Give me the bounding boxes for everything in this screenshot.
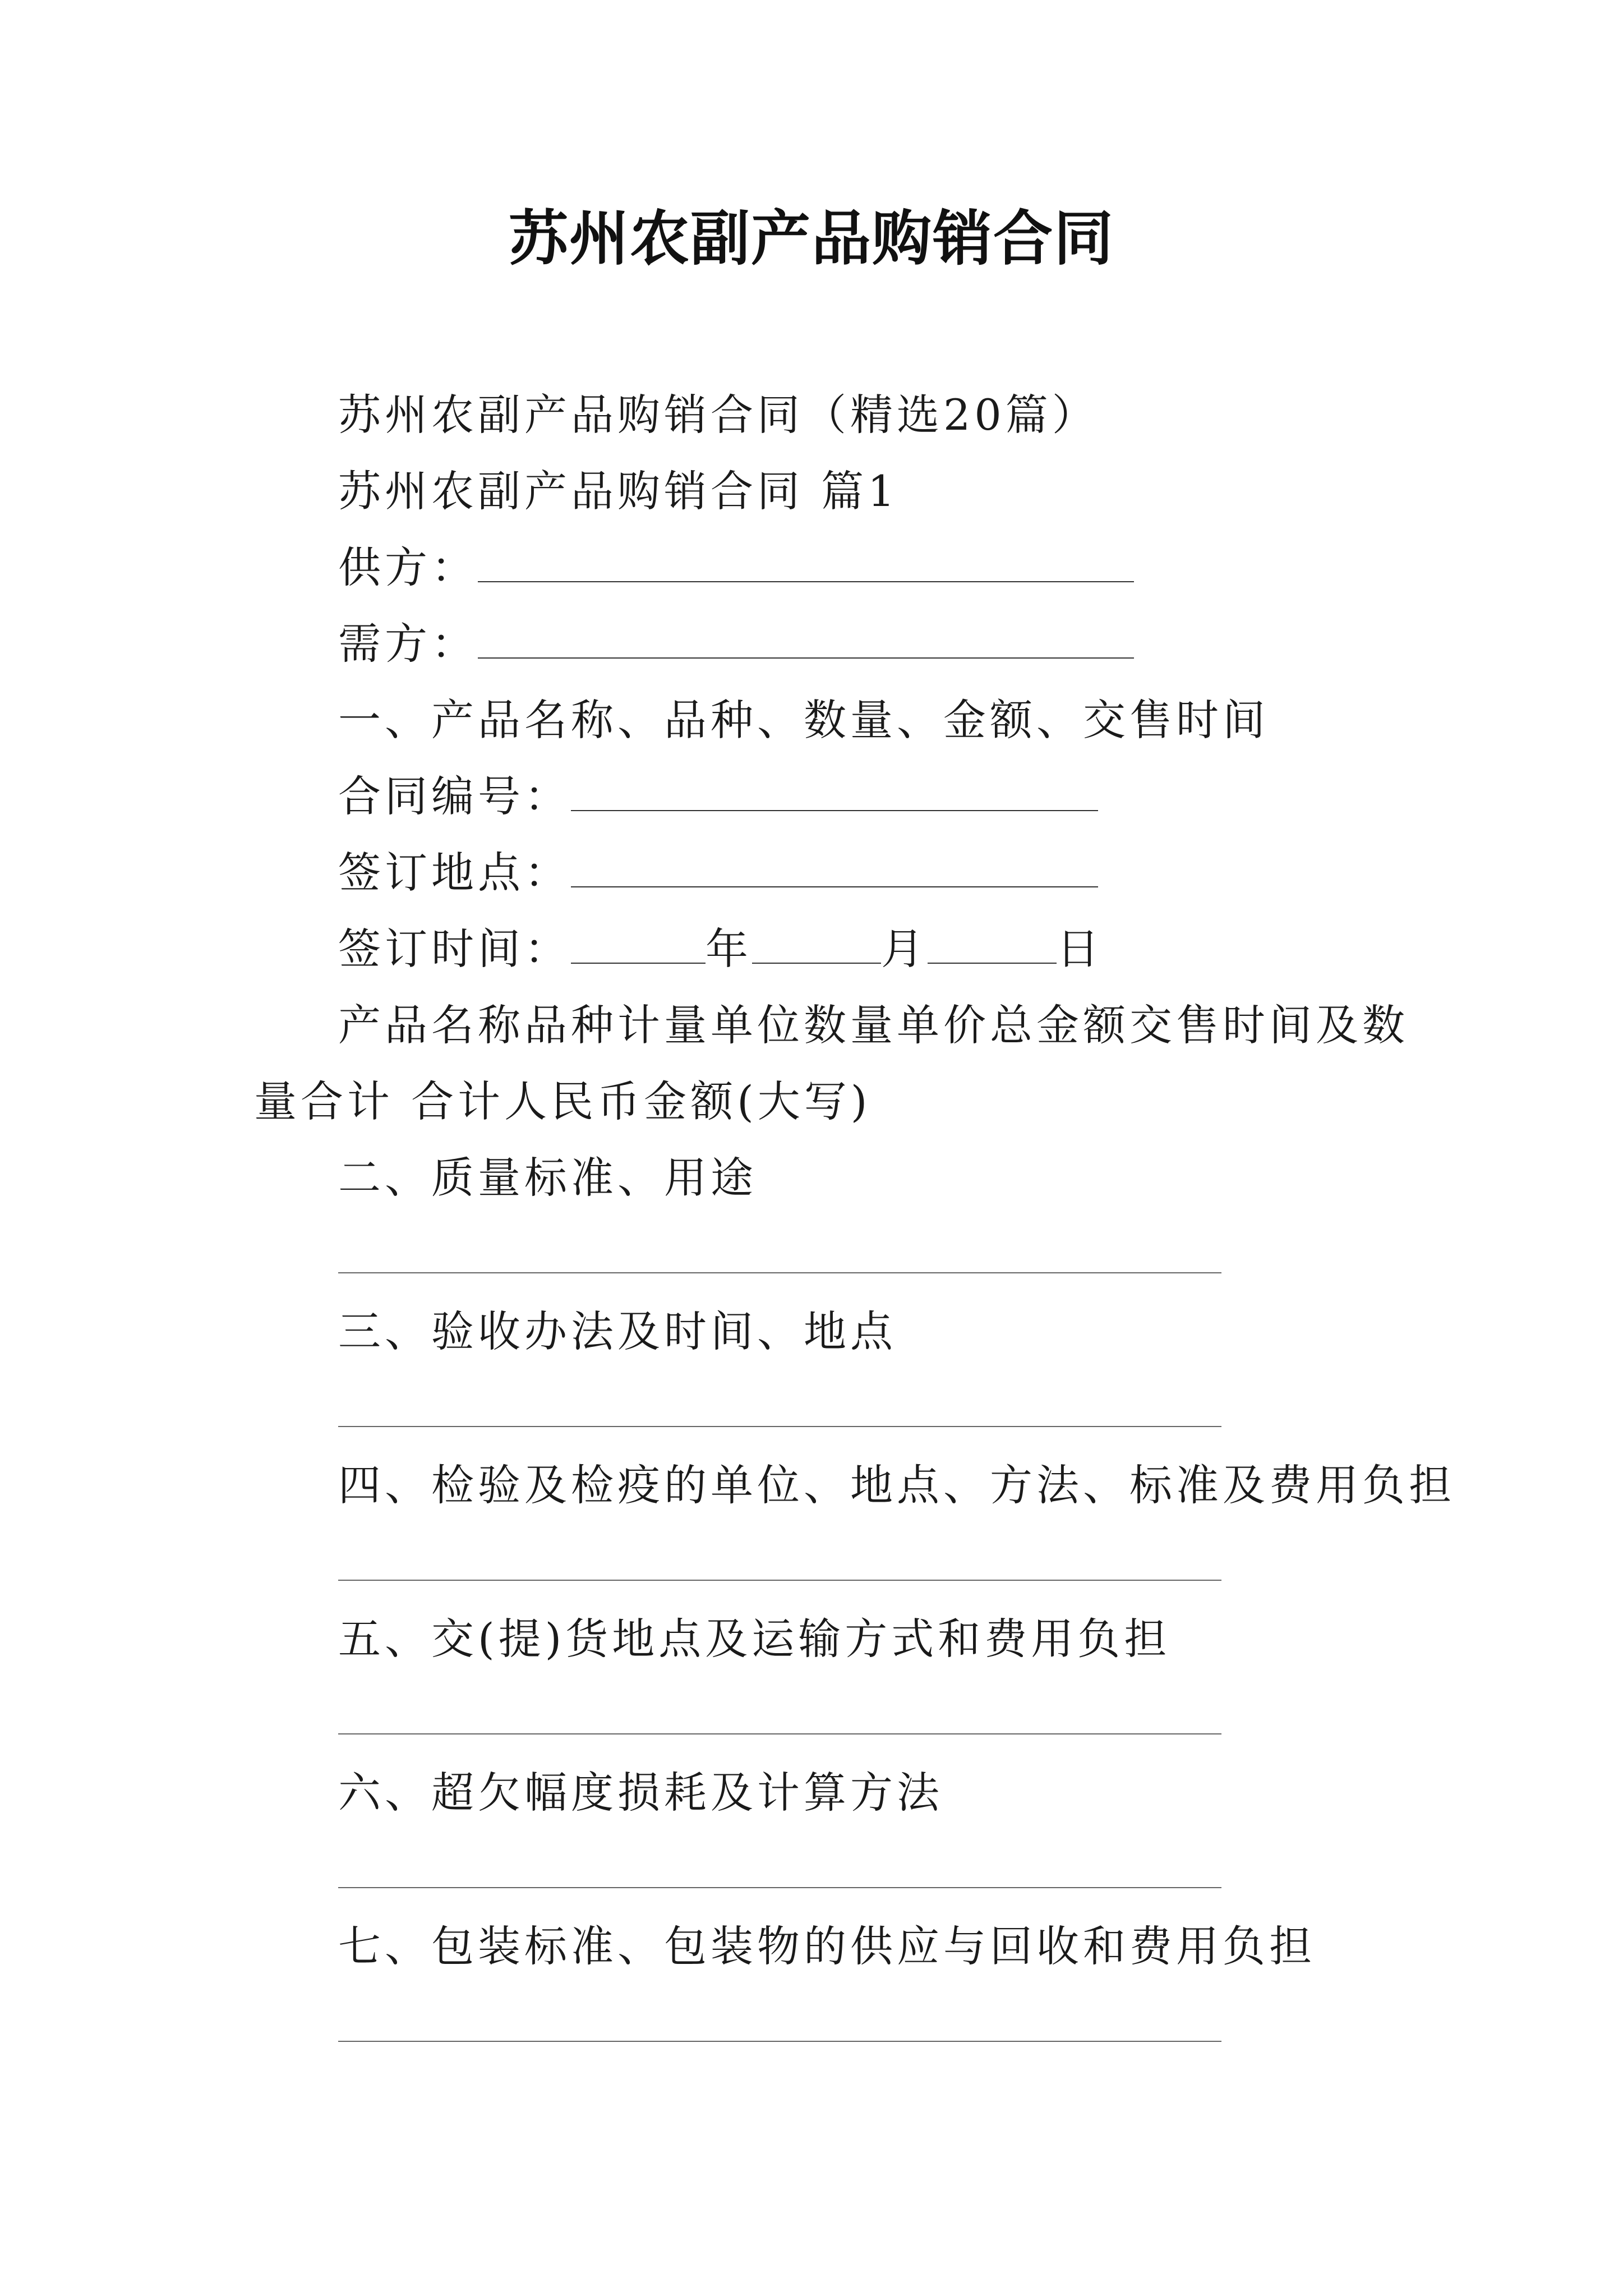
sign-place-label: 签订地点： — [338, 848, 571, 898]
section-3-blank-line[interactable] — [338, 1426, 1221, 1427]
supplier-label: 供方： — [338, 542, 478, 592]
table-header-line-1: 产品名称品种计量单位数量单价总金额交售时间及数 — [338, 1000, 1409, 1050]
day-label: 日 — [1057, 924, 1103, 974]
sign-time-label: 签订时间： — [338, 924, 571, 974]
section-5-heading: 五、交(提)货地点及运输方式和费用负担 — [338, 1614, 1171, 1664]
sign-month-field[interactable] — [752, 928, 881, 964]
section-2-blank-line[interactable] — [338, 1272, 1221, 1273]
buyer-field[interactable] — [478, 623, 1134, 659]
year-label: 年 — [706, 924, 752, 974]
section-6-blank-line[interactable] — [338, 1887, 1221, 1888]
section-4-heading: 四、检验及检疫的单位、地点、方法、标准及费用负担 — [338, 1460, 1455, 1510]
sign-time-line — [338, 921, 1103, 977]
buyer-line — [338, 616, 1134, 672]
supplier-line — [338, 540, 1134, 596]
sign-place-line — [338, 845, 1098, 901]
sign-place-field[interactable] — [571, 852, 1098, 887]
document-subtitle: 苏州农副产品购销合同（精选20篇） — [338, 390, 1099, 440]
document-title: 苏州农副产品购销合同 — [509, 203, 1114, 273]
section-7-blank-line[interactable] — [338, 2041, 1221, 2042]
contract-no-label: 合同编号： — [338, 771, 571, 821]
sign-day-field[interactable] — [928, 928, 1057, 964]
sign-year-field[interactable] — [571, 928, 706, 964]
section-5-blank-line[interactable] — [338, 1733, 1221, 1734]
contract-no-line — [338, 769, 1098, 825]
buyer-label: 需方： — [338, 619, 478, 669]
section-3-heading: 三、验收办法及时间、地点 — [338, 1306, 897, 1356]
article-heading: 苏州农副产品购销合同 篇1 — [338, 466, 899, 516]
section-1-heading: 一、产品名称、品种、数量、金额、交售时间 — [338, 695, 1269, 745]
supplier-field[interactable] — [478, 546, 1134, 582]
table-header-line-2: 量合计 合计人民币金额(大写) — [254, 1076, 872, 1126]
section-2-heading: 二、质量标准、用途 — [338, 1153, 757, 1203]
contract-no-field[interactable] — [571, 775, 1098, 811]
section-6-heading: 六、超欠幅度损耗及计算方法 — [338, 1768, 943, 1818]
section-4-blank-line[interactable] — [338, 1580, 1221, 1581]
section-7-heading: 七、包装标准、包装物的供应与回收和费用负担 — [338, 1921, 1316, 1971]
month-label: 月 — [881, 924, 928, 974]
